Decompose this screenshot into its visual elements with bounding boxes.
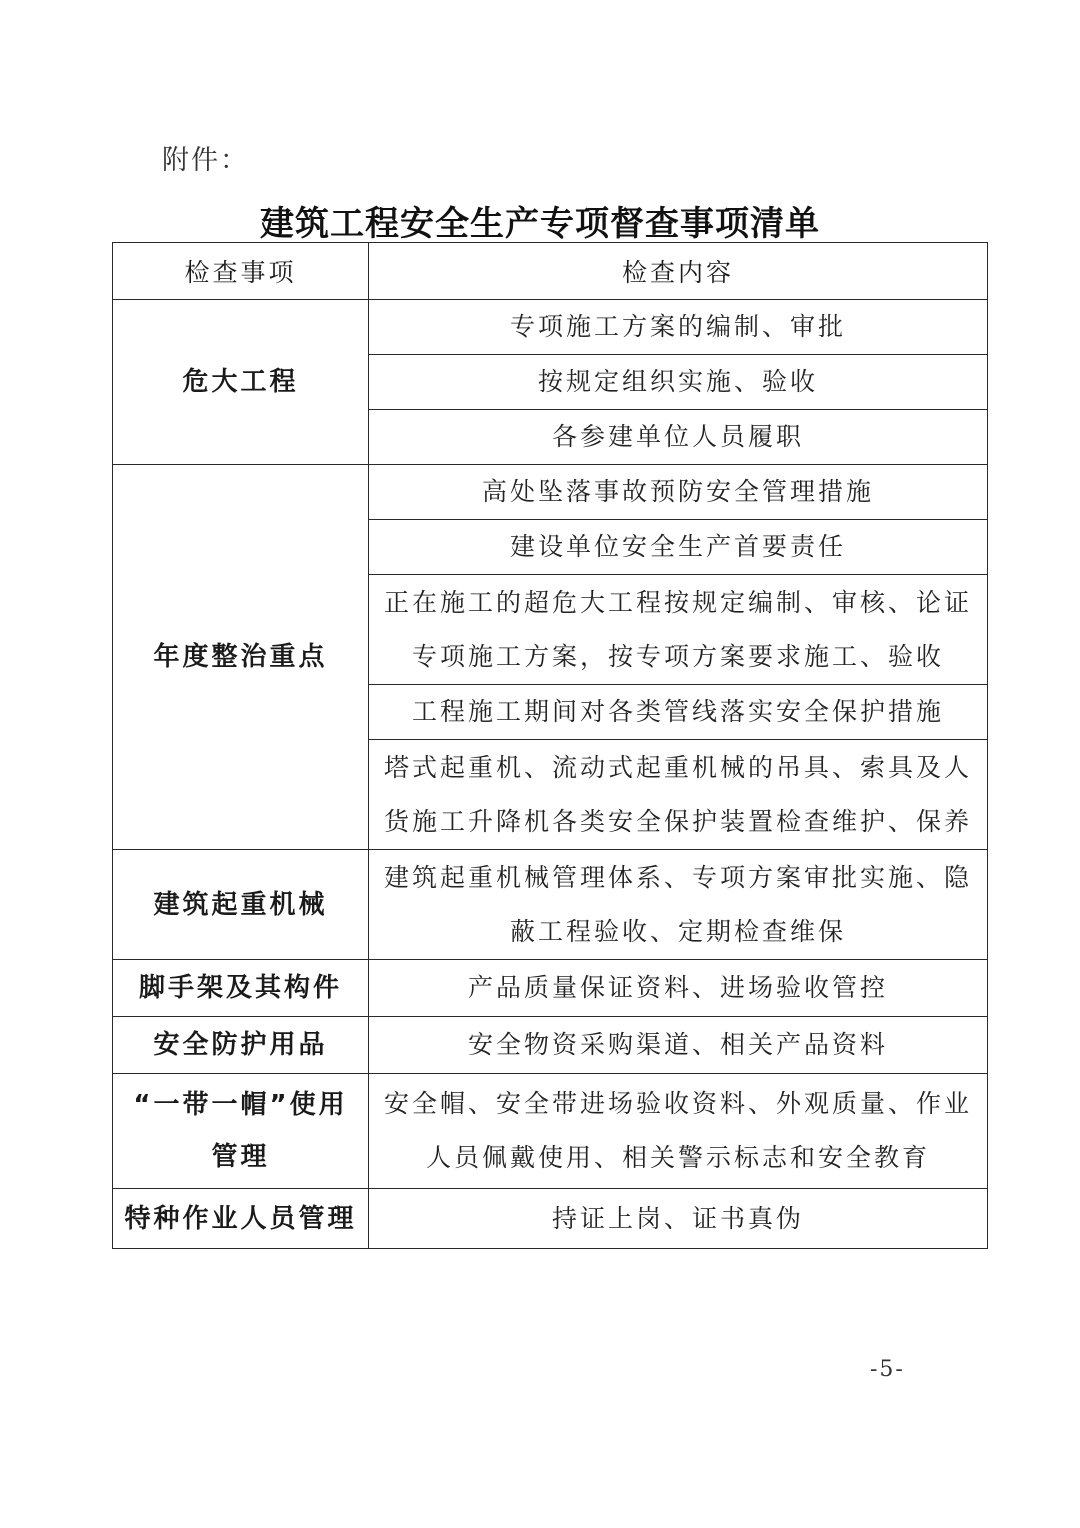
content-cell: 正在施工的超危大工程按规定编制、审核、论证专项施工方案，按专项方案要求施工、验收 <box>369 575 988 685</box>
item-construction-lifting-machinery: 建筑起重机械 <box>113 850 369 960</box>
content-cell: 按规定组织实施、验收 <box>369 355 988 410</box>
item-major-hazard-project: 危大工程 <box>113 300 369 465</box>
table-row <box>113 300 988 355</box>
content-cell: 安全物资采购渠道、相关产品资料 <box>369 1017 988 1074</box>
content-cell: 塔式起重机、流动式起重机械的吊具、索具及人货施工升降机各类安全保护装置检查维护、保养 <box>369 740 988 850</box>
header-inspection-item: 检查事项 <box>113 243 369 300</box>
content-cell: 持证上岗、证书真伪 <box>369 1189 988 1249</box>
table-row <box>113 1074 988 1189</box>
table-row <box>113 1017 988 1074</box>
content-cell: 专项施工方案的编制、审批 <box>369 300 988 355</box>
item-scaffolding-components: 脚手架及其构件 <box>113 960 369 1017</box>
table-header-row <box>113 243 988 300</box>
item-annual-rectification-focus: 年度整治重点 <box>113 465 369 850</box>
table-row <box>113 960 988 1017</box>
table-row <box>113 465 988 520</box>
content-cell: 建筑起重机械管理体系、专项方案审批实施、隐蔽工程验收、定期检查维保 <box>369 850 988 960</box>
inspection-table <box>112 242 988 1249</box>
content-cell: 工程施工期间对各类管线落实安全保护措施 <box>369 685 988 740</box>
table-row <box>113 1189 988 1249</box>
header-inspection-content: 检查内容 <box>369 243 988 300</box>
content-cell: 高处坠落事故预防安全管理措施 <box>369 465 988 520</box>
content-cell: 各参建单位人员履职 <box>369 410 988 465</box>
content-cell: 建设单位安全生产首要责任 <box>369 520 988 575</box>
item-belt-and-helmet-usage: “一带一帽”使用管理 <box>113 1074 369 1189</box>
attachment-label: 附件： <box>162 145 249 176</box>
item-safety-protective-equipment: 安全防护用品 <box>113 1017 369 1074</box>
content-cell: 安全帽、安全带进场验收资料、外观质量、作业人员佩戴使用、相关警示标志和安全教育 <box>369 1074 988 1189</box>
table-row <box>113 850 988 960</box>
item-special-operations-personnel: 特种作业人员管理 <box>113 1189 369 1249</box>
document-title: 建筑工程安全生产专项督查事项清单 <box>260 204 820 244</box>
page-number: -5- <box>870 1357 905 1382</box>
content-cell: 产品质量保证资料、进场验收管控 <box>369 960 988 1017</box>
